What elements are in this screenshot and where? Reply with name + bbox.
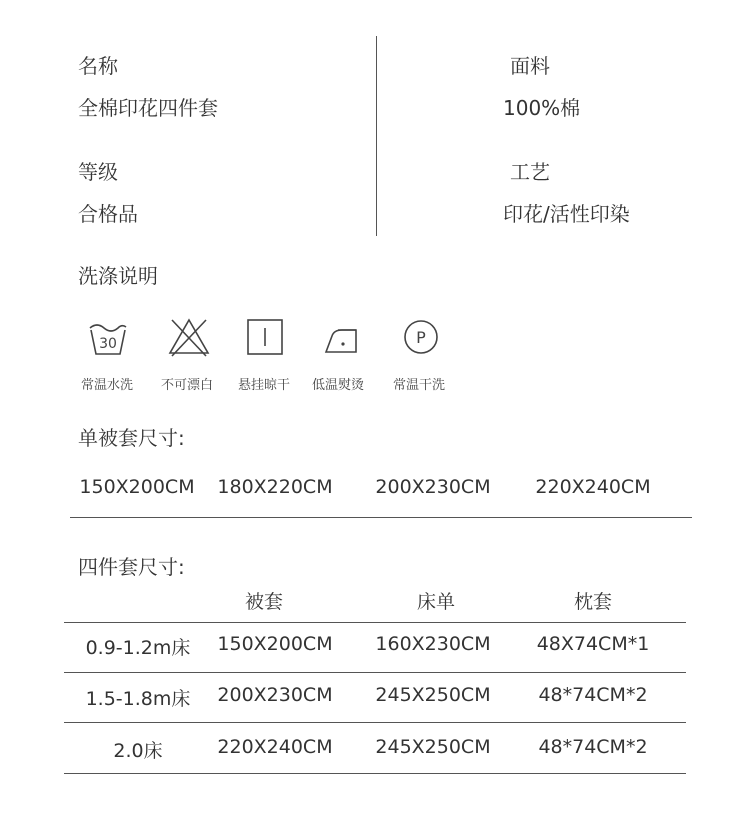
dry-clean-letter: P — [416, 328, 426, 347]
table-row-1-duvet: 150X200CM — [217, 633, 333, 655]
dry-clean-p-icon — [402, 318, 440, 356]
single-size-4: 220X240CM — [535, 476, 651, 498]
wash-caption: 常温水洗 — [81, 378, 134, 393]
grade-value: 合格品 — [78, 202, 138, 226]
table-row-2-duvet: 200X230CM — [217, 684, 333, 706]
wash-temp-text: 30 — [99, 336, 117, 352]
single-size-1: 150X200CM — [79, 476, 195, 498]
craft-value: 印花/活性印染 — [503, 202, 630, 226]
table-row-2-sheet: 245X250CM — [375, 684, 491, 706]
name-label: 名称 — [78, 54, 118, 78]
name-value: 全棉印花四件套 — [78, 96, 218, 120]
craft-label: 工艺 — [510, 160, 550, 184]
single-size-3: 200X230CM — [375, 476, 491, 498]
table-row-3-pillow: 48*74CM*2 — [538, 736, 648, 758]
grade-label: 等级 — [78, 160, 118, 184]
table-row-2-pillow: 48*74CM*2 — [538, 684, 648, 706]
header-sheet: 床单 — [416, 591, 455, 613]
table-row-divider-2 — [64, 722, 686, 723]
table-row-2-bed: 1.5-1.8m床 — [85, 688, 191, 710]
table-row-3-bed: 2.0床 — [113, 740, 163, 762]
table-row-3-duvet: 220X240CM — [217, 736, 333, 758]
no-bleach-icon — [166, 316, 212, 358]
washing-title: 洗涤说明 — [78, 264, 158, 288]
single-cover-title: 单被套尺寸: — [78, 426, 185, 450]
single-size-divider — [70, 517, 692, 518]
header-pillowcase: 枕套 — [573, 591, 612, 613]
low-iron-caption: 低温熨烫 — [312, 378, 365, 393]
hang-dry-icon — [246, 318, 284, 356]
table-row-1-bed: 0.9-1.2m床 — [85, 637, 191, 659]
table-row-1-sheet: 160X230CM — [375, 633, 491, 655]
table-row-1-pillow: 48X74CM*1 — [536, 633, 650, 655]
fabric-value: 100%棉 — [503, 96, 581, 120]
table-row-divider-1 — [64, 672, 686, 673]
hang-dry-caption: 悬挂晾干 — [238, 378, 291, 393]
dry-clean-caption: 常温干洗 — [393, 378, 446, 393]
fabric-label: 面料 — [510, 54, 550, 78]
low-iron-icon — [322, 322, 366, 356]
header-duvet: 被套 — [244, 591, 283, 613]
no-bleach-caption: 不可漂白 — [161, 378, 214, 393]
spec-divider — [376, 36, 377, 236]
four-piece-title: 四件套尺寸: — [78, 555, 185, 579]
table-header-divider — [64, 622, 686, 623]
wash-30-icon — [86, 318, 130, 358]
table-bottom-line — [64, 773, 686, 774]
table-row-3-sheet: 245X250CM — [375, 736, 491, 758]
single-size-2: 180X220CM — [217, 476, 333, 498]
